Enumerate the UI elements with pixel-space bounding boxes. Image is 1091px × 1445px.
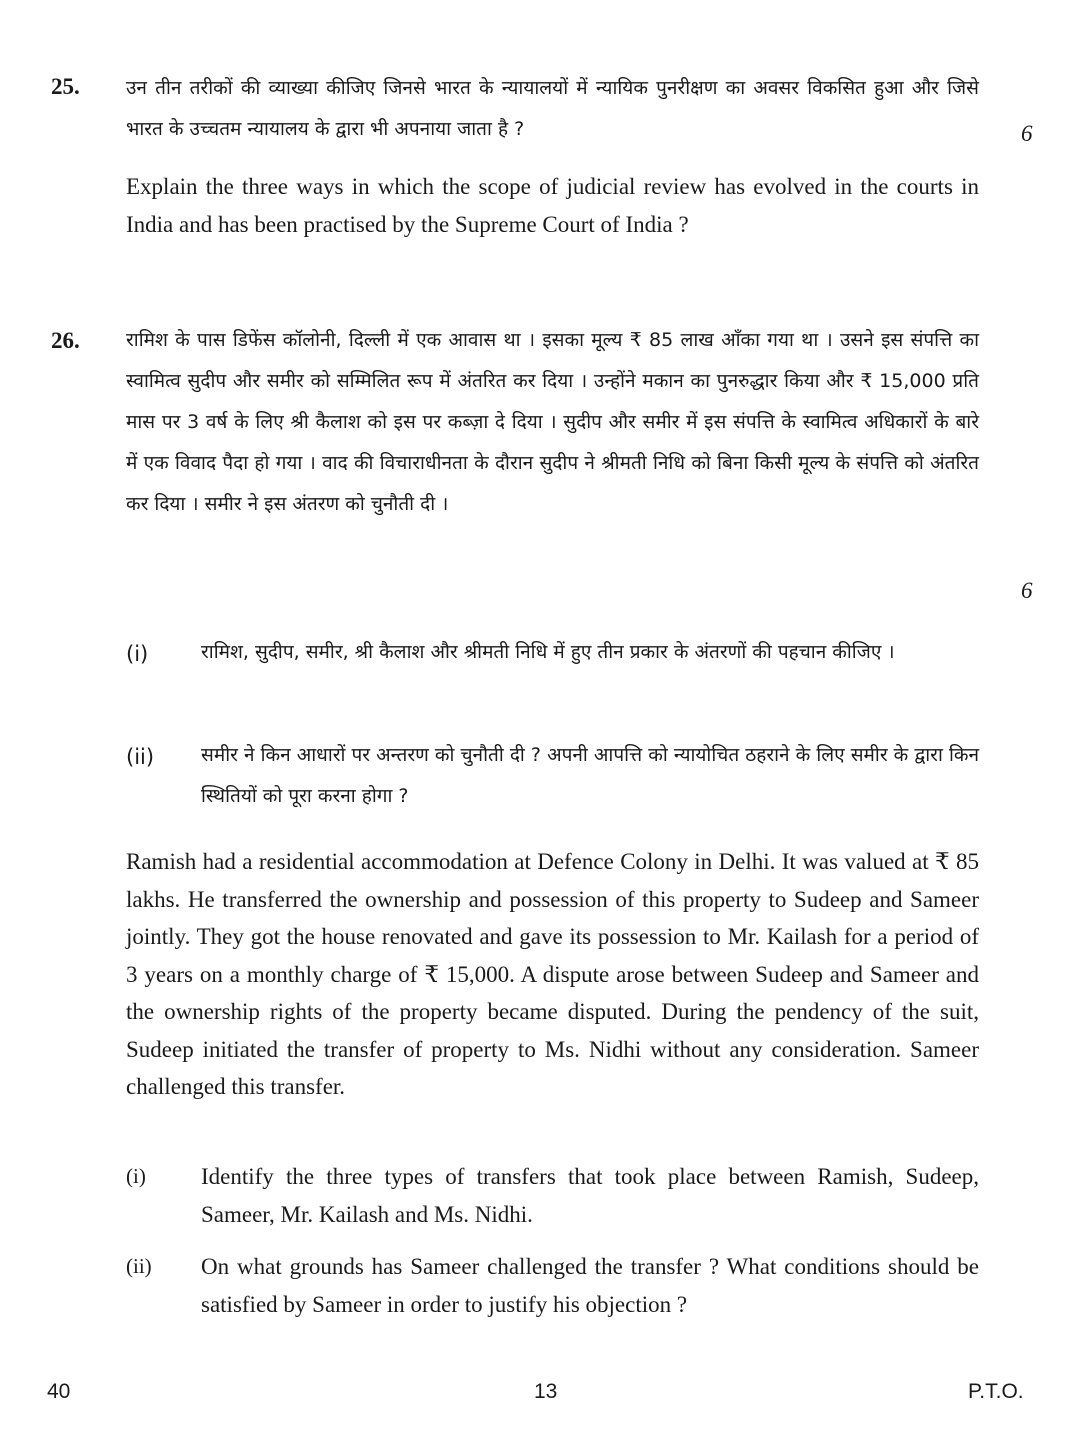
sub-question-label: (i) bbox=[126, 642, 149, 666]
page-number: 13 bbox=[534, 1380, 558, 1403]
sub-question-label: (ii) bbox=[126, 1254, 152, 1278]
question-text-hindi: उन तीन तरीकों की व्याख्या कीजिए जिनसे भारत के न्यायालयों में न्यायिक पुनरीक्षण का अवसर विकसित हुआ और जिसे भारत के उच्चतम न्यायालय के द्वारा भी अपनाया जाता है ? bbox=[126, 77, 979, 140]
question-number: 26. bbox=[51, 328, 80, 353]
sub-question-text: रामिश, सुदीप, समीर, श्री कैलाश और श्रीमती निधि में हुए तीन प्रकार के अंतरणों की पहचान कीजिए । bbox=[201, 641, 895, 663]
sub-question-label: (i) bbox=[126, 1164, 146, 1188]
sub-question-label: (ii) bbox=[126, 745, 155, 769]
please-turn-over: P.T.O. bbox=[968, 1380, 1024, 1403]
sub-question-text: समीर ने किन आधारों पर अन्तरण को चुनौती दी ? अपनी आपत्ति को न्यायोचित ठहराने के लिए समीर के द्वारा किन स्थितियों को पूरा करना होगा ? bbox=[201, 744, 979, 807]
marks: 6 bbox=[1021, 121, 1033, 146]
question-number: 25. bbox=[51, 74, 80, 99]
question-text-english: Explain the three ways in which the scope of judicial review has evolved in the courts in India and has been practised by the Supreme Court of India ? bbox=[126, 174, 979, 237]
paper-code: 40 bbox=[47, 1380, 71, 1403]
marks: 6 bbox=[1021, 578, 1033, 603]
sub-question-text: Identify the three types of transfers that took place between Ramish, Sudeep, Sameer, Mr. Kailash and Ms. Nidhi. bbox=[201, 1164, 979, 1227]
question-text-hindi: रामिश के पास डिफेंस कॉलोनी, दिल्ली में एक आवास था । इसका मूल्य ₹ 85 लाख आँका गया था । उसने इस संपत्ति का स्वामित्व सुदीप और समीर को सम्मिलित रूप में अंतरित कर दिया । उन्होंने मकान का पुनरुद्धार किया और ₹ 15,000 प्रति मास पर 3 वर्ष के लिए श्री कैलाश को इस पर कब्ज़ा दे दिया । सुदीप और समीर में इस संपत्ति के स्वामित्व अधिकारों के बारे में एक विवाद पैदा हो गया । वाद की विचाराधीनता के दौरान सुदीप ने श्रीमती निधि को बिना किसी मूल्य के संपत्ति को अंतरित कर दिया । समीर ने इस अंतरण को चुनौती दी । bbox=[126, 329, 979, 515]
sub-question-text: On what grounds has Sameer challenged the transfer ? What conditions should be satisfied by Sameer in order to justify his objection ? bbox=[201, 1254, 979, 1317]
question-text-english: Ramish had a residential accommodation at Defence Colony in Delhi. It was valued at ₹ 85 lakhs. He transferred the ownership and possession of this property to Sudeep and Sameer jointly. They got the house renovated and gave its possession to Mr. Kailash for a period of 3 years on a monthly charge of ₹ 15,000. A dispute arose between Sudeep and Sameer and the ownership rights of the property became disputed. During the pendency of the suit, Sudeep initiated the transfer of property to Ms. Nidhi without any consideration. Sameer challenged this transfer. bbox=[126, 849, 979, 1099]
